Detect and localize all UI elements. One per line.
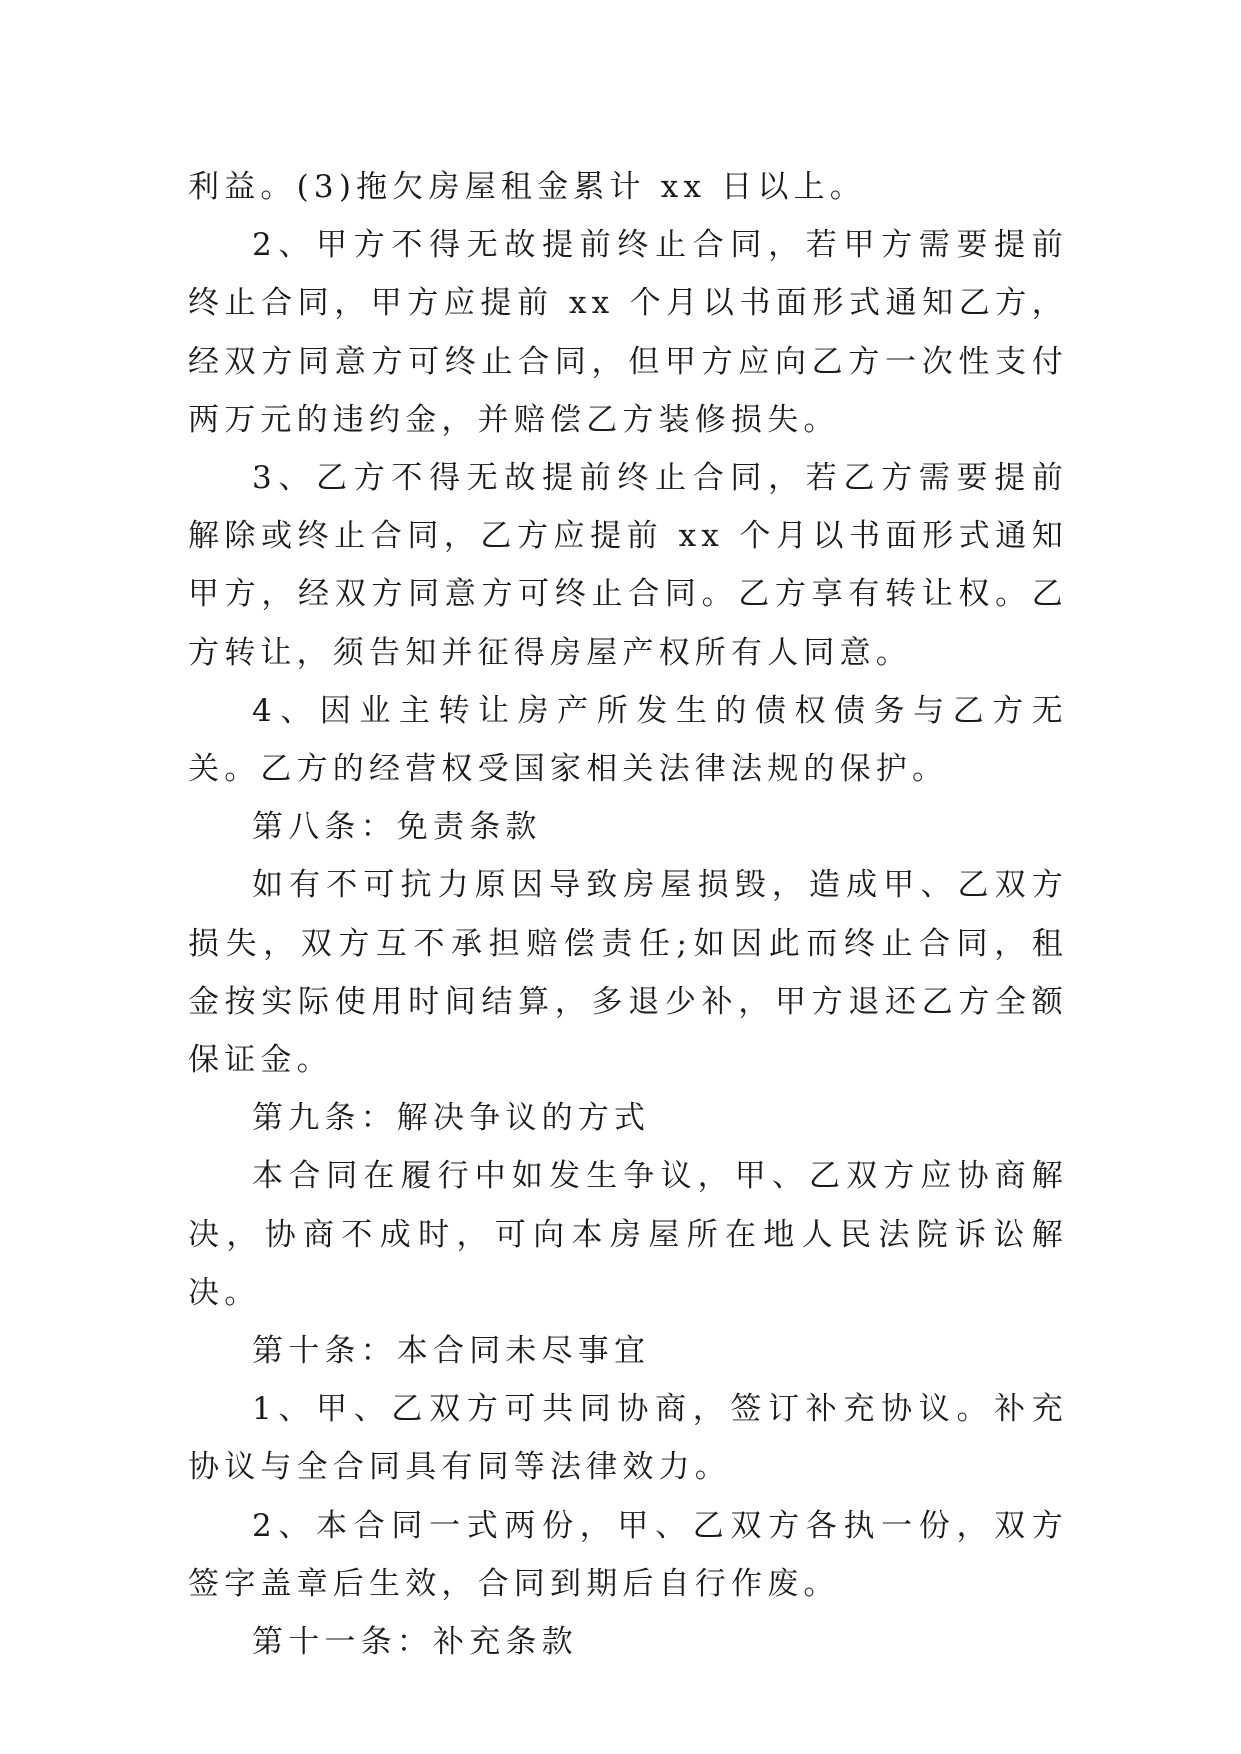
paragraph-clause-7-2: 2、甲方不得无故提前终止合同，若甲方需要提前终止合同，甲方应提前 xx 个月以书面形式通知乙方，经双方同意方可终止合同，但甲方应向乙方一次性支付两万元的违约金，并赔偿乙方装修损失。 xyxy=(188,227,1068,438)
document-body xyxy=(188,158,1068,1671)
heading-article-10: 第十条：本合同未尽事宜 xyxy=(252,1333,651,1370)
heading-article-8: 第八条：免责条款 xyxy=(252,809,542,846)
paragraph-clause-10-1: 1、甲、乙双方可共同协商，签订补充协议。补充协议与全合同具有同等法律效力。 xyxy=(188,1391,1068,1486)
heading-article-9: 第九条：解决争议的方式 xyxy=(252,1100,651,1137)
paragraph-clause-7-4: 4、因业主转让房产所发生的债权债务与乙方无关。乙方的经营权受国家相关法律法规的保护。 xyxy=(188,692,1068,788)
paragraph-clause-10-2: 2、本合同一式两份，甲、乙双方各执一份，双方签字盖章后生效，合同到期后自行作废。 xyxy=(188,1507,1068,1602)
paragraph-article-9-body: 本合同在履行中如发生争议，甲、乙双方应协商解决，协商不成时，可向本房屋所在地人民法院诉讼解决。 xyxy=(188,1158,1068,1311)
paragraph-continuation: 利益。(3)拖欠房屋租金累计 xx 日以上。 xyxy=(188,169,866,205)
heading-article-11: 第十一条：补充条款 xyxy=(252,1624,578,1661)
paragraph-article-8-body: 如有不可抗力原因导致房屋损毁，造成甲、乙双方损失，双方互不承担赔偿责任;如因此而终止合同，租金按实际使用时间结算，多退少补，甲方退还乙方全额保证金。 xyxy=(188,867,1068,1079)
paragraph-clause-7-3: 3、乙方不得无故提前终止合同，若乙方需要提前解除或终止合同，乙方应提前 xx 个月以书面形式通知甲方，经双方同意方可终止合同。乙方享有转让权。乙方转让，须告知并征得房屋产权所有人同意。 xyxy=(188,460,1068,671)
